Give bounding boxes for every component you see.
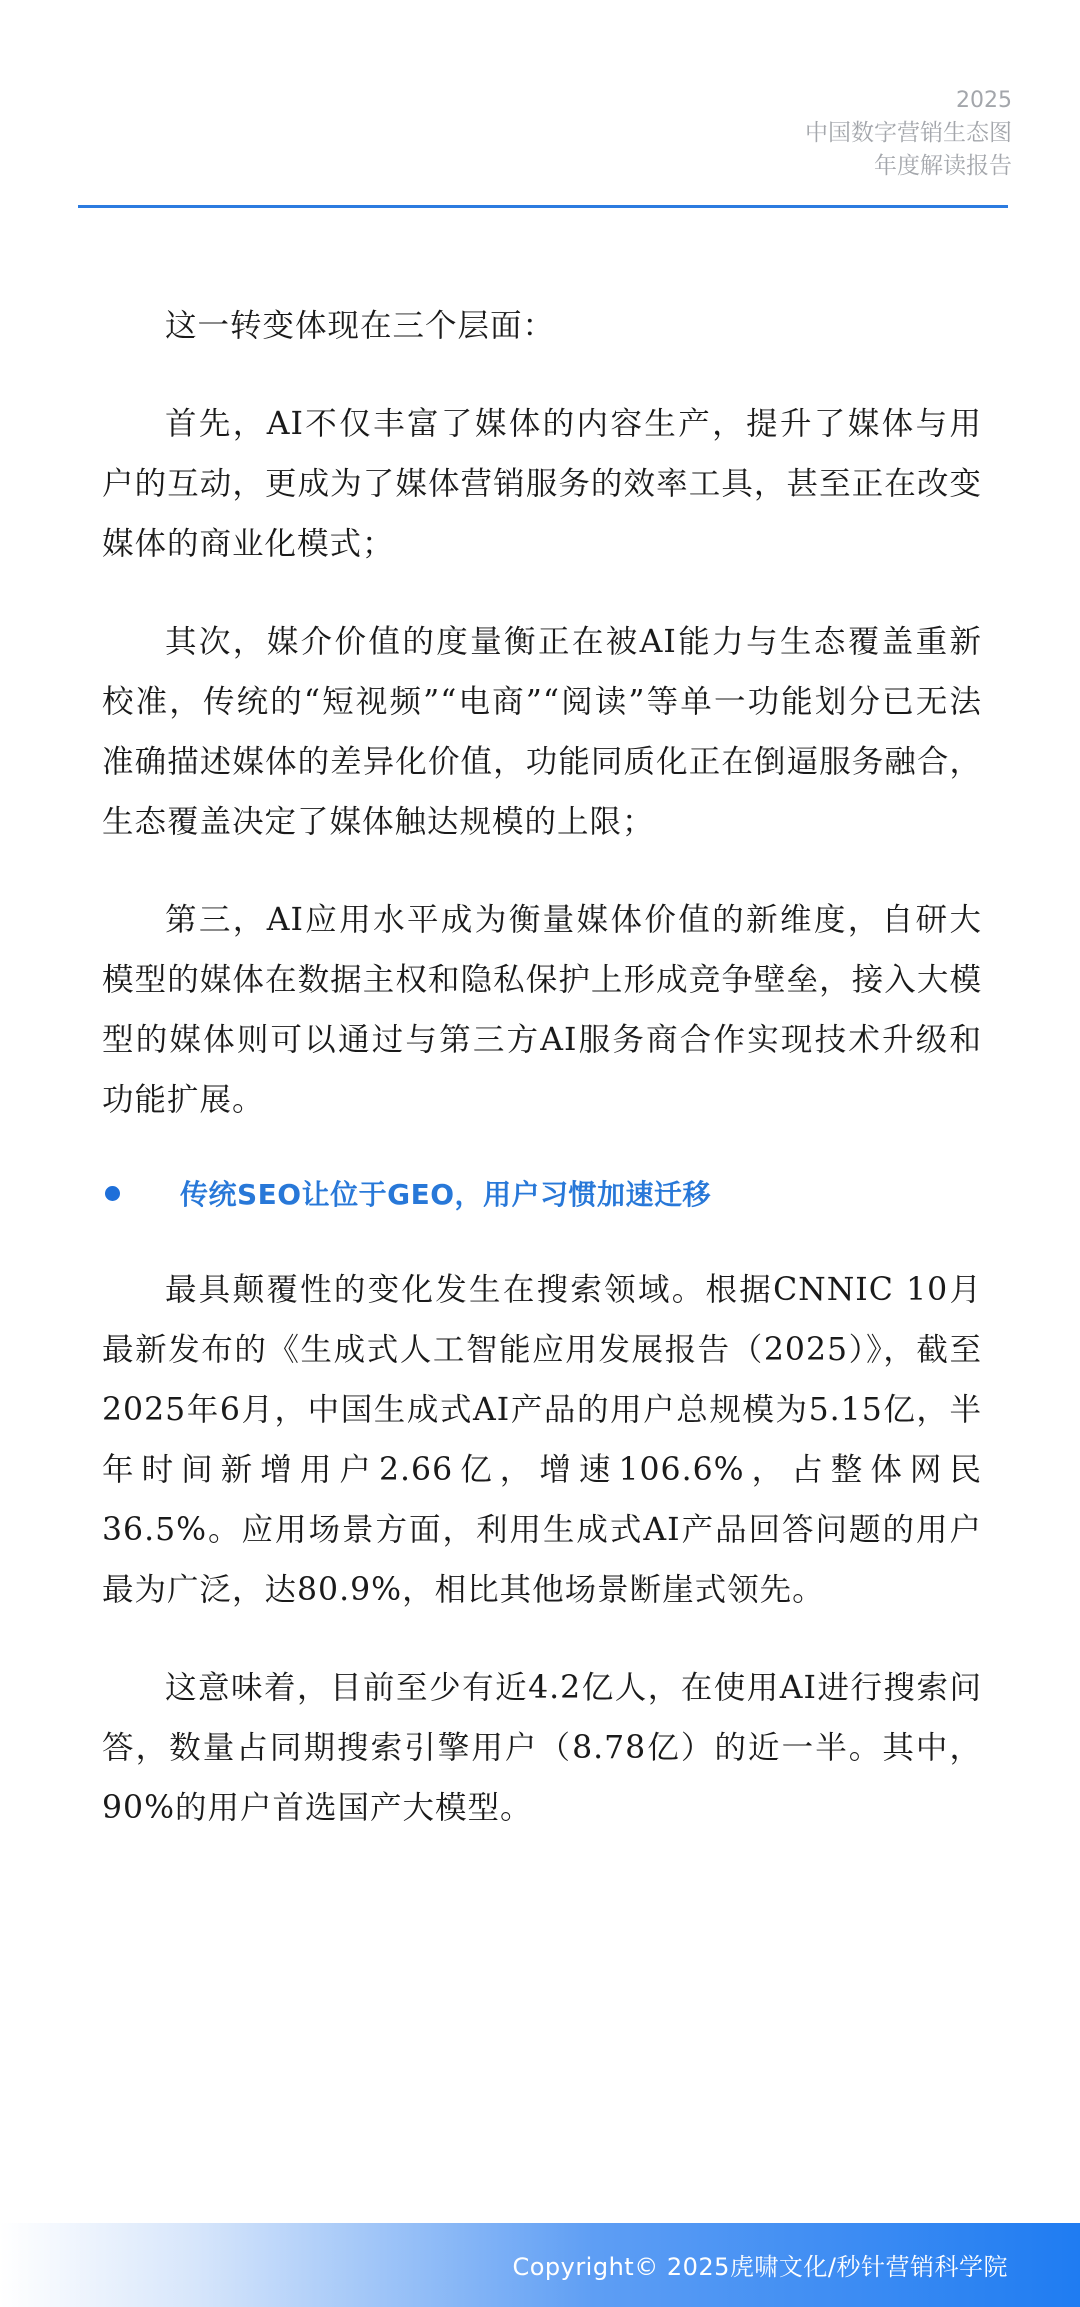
header-divider: [78, 205, 1008, 208]
bullet-dot-icon: [105, 1186, 120, 1201]
header-title-line2: 年度解读报告: [874, 153, 1012, 179]
paragraph-third-level: 第三，AI应用水平成为衡量媒体价值的新维度，自研大模型的媒体在数据主权和隐私保护上形成竞争壁垒，接入大模型的媒体则可以通过与第三方AI服务商合作实现技术升级和功能扩展。: [102, 902, 982, 1118]
section-heading: [102, 1168, 982, 1218]
paragraph-search-implication: 这意味着，目前至少有近4.2亿人，在使用AI进行搜索问答，数量占同期搜索引擎用户（8.78亿）的近一半。其中，90%的用户首选国产大模型。: [102, 1670, 982, 1826]
paragraph-intro: 这一转变体现在三个层面：: [165, 308, 556, 344]
paragraph-first-level: 首先，AI不仅丰富了媒体的内容生产，提升了媒体与用户的互动，更成为了媒体营销服务的效率工具，甚至正在改变媒体的商业化模式；: [102, 406, 982, 562]
article-body: [102, 296, 982, 1876]
header-year: 2025: [956, 88, 1012, 113]
header-title-line1: 中国数字营销生态图: [805, 120, 1012, 146]
section-title: 传统SEO让位于GEO，用户习惯加速迁移: [180, 1178, 712, 1211]
report-header: [805, 84, 1012, 183]
paragraph-second-level: 其次，媒介价值的度量衡正在被AI能力与生态覆盖重新校准，传统的“短视频”“电商”“阅读”等单一功能划分已无法准确描述媒体的差异化价值，功能同质化正在倒逼服务融合，生态覆盖决定了媒体触达规模的上限；: [102, 624, 982, 840]
footer-copyright: Copyright© 2025虎啸文化/秒针营销科学院: [512, 2253, 1008, 2281]
footer-band: [0, 2223, 1080, 2307]
paragraph-search-stats: 最具颠覆性的变化发生在搜索领域。根据CNNIC 10月最新发布的《生成式人工智能应用发展报告（2025）》，截至2025年6月，中国生成式AI产品的用户总规模为5.15亿，半年时间新增用户2.66亿，增速106.6%，占整体网民36.5%。应用场景方面，利用生成式AI产品回答问题的用户最为广泛，达80.9%，相比其他场景断崖式领先。: [102, 1272, 982, 1608]
